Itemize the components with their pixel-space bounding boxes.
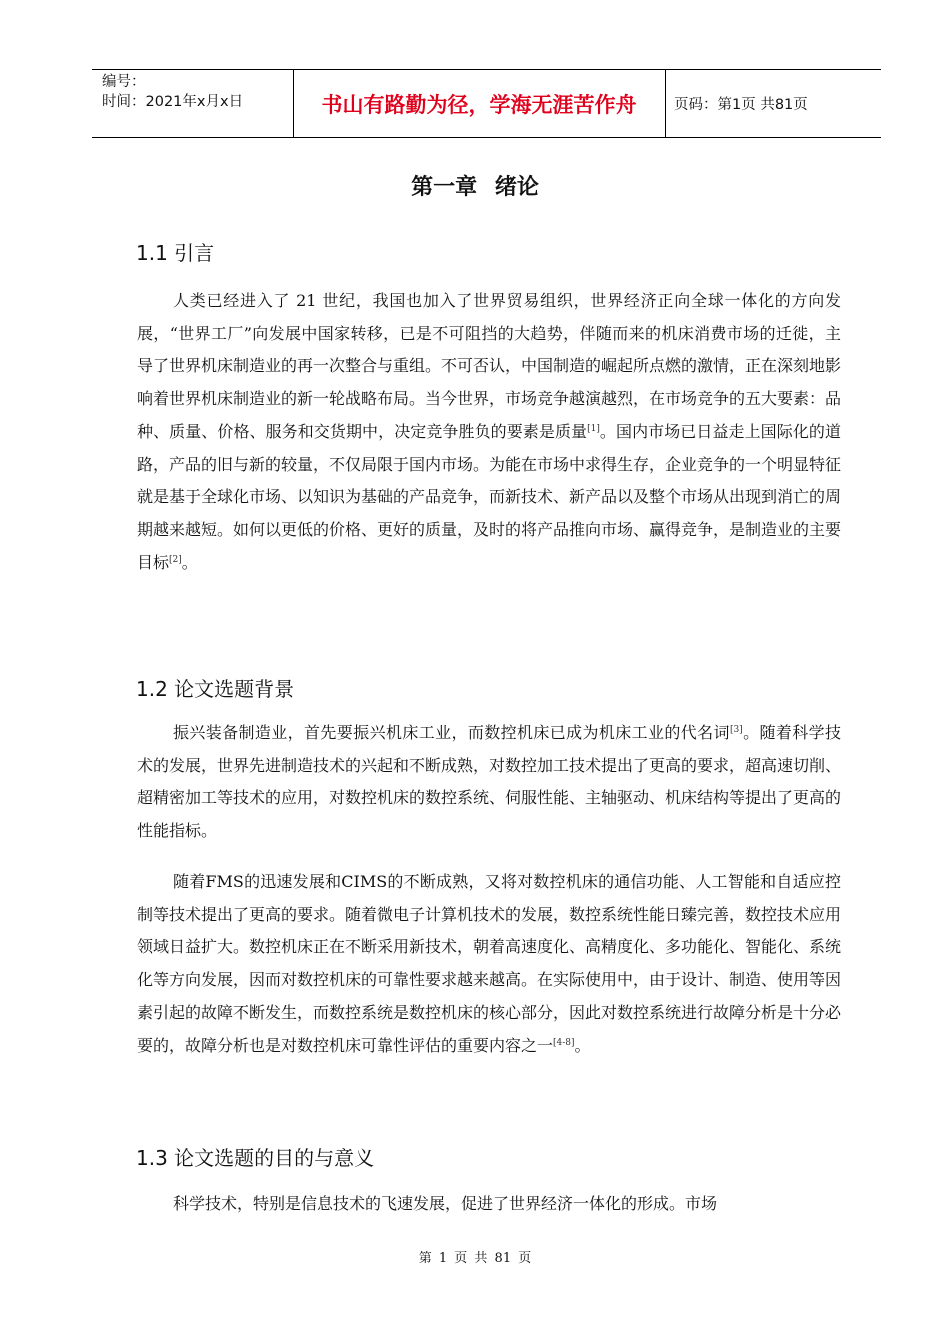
- citation-ref[interactable]: [4-8]: [553, 1037, 575, 1048]
- citation-ref[interactable]: [1]: [587, 423, 600, 434]
- paragraph-text: 科学技术，特别是信息技术的飞速发展，促进了世界经济一体化的形成。市场: [173, 1194, 718, 1213]
- paragraph-text: 振兴装备制造业，首先要振兴机床工业，而数控机床已成为机床工业的代名词: [173, 723, 730, 742]
- citation-ref[interactable]: [3]: [729, 725, 743, 735]
- chapter-title: 第一章 绪论: [411, 175, 539, 200]
- paragraph-text: 随着FMS的迅速发展和CIMS的不断成熟，又将对数控机床的通信功能、人工智能和自适应控制等技术提出了更高的要求。随着微电子计算机技术的发展，数控系统性能日臻完善，数控技术应用领域日益扩大。数控机床正在不断采用新技术，朝着高速度化、高精度化、多功能化、智能化、系统化等方向发展，因而对数控机床的可靠性要求越来越高。在实际使用中，由于设计、制造、使用等因素引起的故障不断发生，而数控系统是数控机床的核心部分，因此对数控系统进行故障分析是十分必要的，故障分析也是对数控机床可靠性评估的重要内容之一: [137, 872, 842, 1055]
- paragraph-text: 。国内市场已日益走上国际化的道路，产品的旧与新的较量，不仅局限于国内市场。为能在市场中求得生存，企业竞争的一个明显特征就是基于全球化市场、以知识为基础的产品竞争，而新技术、新产品以及整个市场从出现到消亡的周期越来越短。如何以更低的价格、更好的质量，及时的将产品推向市场、赢得竞争，是制造业的主要目标: [137, 421, 842, 572]
- document-number-label: 编号：: [102, 74, 146, 90]
- paragraph: [137, 1188, 841, 1221]
- document-time-label: 时间：2021年x月x日: [102, 94, 244, 110]
- paragraph-text: 人类已经进入了 21 世纪，我国也加入了世界贸易组织，世界经济正向全球一体化的方向发展，“世界工厂”向发展中国家转移，已是不可阻挡的大趋势，伴随而来的机床消费市场的迁徙，主导了世界机床制造业的再一次整合与重组。不可否认，中国制造的崛起所点燃的激情，正在深刻地影响着世界机床制造业的新一轮战略布局。当今世界，市场竞争越演越烈，在市场竞争的五大要素：品种、质量、价格、服务和交货期中，决定竞争胜负的要素是质量: [137, 291, 842, 441]
- page-header: [92, 69, 881, 138]
- section-heading: 1.2 论文选题背景: [136, 677, 295, 701]
- paragraph-text: 。: [574, 1035, 591, 1055]
- paragraph-text: 。随着科学技术的发展，世界先进制造技术的兴起和不断成熟，对数控加工技术提出了更高的要求，超高速切削、超精密加工等技术的应用，对数控机床的数控系统、伺服性能、主轴驱动、机床结构等提出了更高的性能指标。: [137, 723, 842, 841]
- header-meta: [102, 72, 243, 112]
- header-divider: [665, 70, 666, 137]
- citation-ref[interactable]: [2]: [169, 554, 182, 565]
- paragraph: [137, 285, 841, 579]
- section-heading: 1.1 引言: [136, 241, 215, 265]
- section-heading: 1.3 论文选题的目的与意义: [136, 1146, 375, 1170]
- paragraph-text: 。: [181, 552, 198, 572]
- page-footer: 第 1 页 共 81 页: [418, 1251, 532, 1266]
- paragraph: [137, 717, 841, 848]
- paragraph: [137, 866, 841, 1062]
- header-page-info: 页码：第1页 共81页: [674, 97, 808, 113]
- header-motto: 书山有路勤为径，学海无涯苦作舟: [321, 92, 637, 117]
